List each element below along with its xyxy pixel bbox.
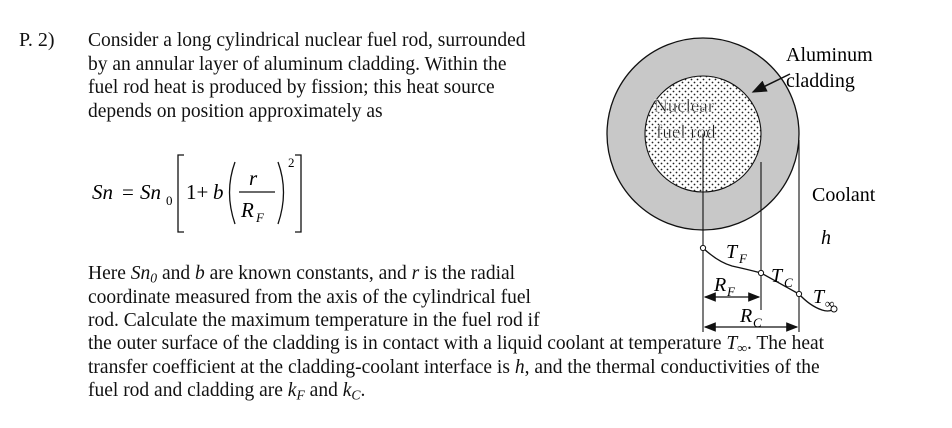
TC-point — [758, 270, 763, 275]
Tinf-label: T — [813, 286, 825, 308]
heat-source-equation — [92, 150, 322, 240]
Tinf-sub: ∞ — [825, 296, 835, 311]
RF-sub: F — [727, 284, 735, 299]
TC-label: T — [771, 265, 783, 287]
TF-point — [700, 245, 705, 250]
eq-denominator: R — [241, 198, 254, 222]
cladding-label-line-1: Aluminum — [786, 44, 873, 66]
constants-paragraph — [88, 262, 590, 333]
intro-line-1: Consider a long cylindrical nuclear fuel rod, surrounded — [88, 30, 526, 51]
intro-line-2: by an annular layer of aluminum cladding. Within the — [88, 53, 507, 75]
TF-label: T — [726, 241, 738, 263]
intro-line-4: depends on position approximately as — [88, 100, 383, 122]
eq-numerator: r — [249, 166, 258, 190]
constants-line-3: rod. Calculate the maximum temperature in the fuel rod if — [88, 310, 540, 331]
RF-label: R — [714, 274, 727, 296]
TC-sub: C — [784, 275, 793, 290]
fuel-rod-diagram — [600, 30, 940, 350]
problem-intro-paragraph — [88, 29, 590, 123]
eq-denominator-sub: F — [256, 210, 264, 225]
boundary-line-2: transfer coefficient at the cladding-coolant interface is h, and the thermal conductivities of the — [88, 356, 820, 378]
eq-exponent: 2 — [288, 155, 295, 170]
eq-coef: Sn — [140, 180, 161, 204]
constants-line-1: Here $Sn_0$ and b are known constants, and r is the radial — [88, 263, 516, 286]
heat-transfer-coefficient-label: h — [821, 227, 831, 249]
eq-b: b — [213, 180, 224, 204]
eq-equals: = — [122, 180, 134, 204]
rod-label-line-2: fuel rod — [656, 122, 716, 143]
eq-one-plus: 1+ — [186, 180, 209, 204]
problem-number: P. 2) — [19, 29, 55, 51]
rod-label-line-1: Nuclear — [654, 96, 715, 117]
intro-line-3: fuel rod heat is produced by fission; this heat source — [88, 77, 495, 98]
TF-sub: F — [739, 251, 747, 266]
cladding-surface-point — [796, 291, 801, 296]
eq-left-paren — [230, 162, 236, 224]
eq-lhs: Sn — [92, 180, 113, 204]
boundary-line-3: fuel rod and cladding are $k_F$ and $k_C$. — [88, 380, 366, 403]
RC-sub: C — [753, 315, 762, 330]
cladding-label-line-2: cladding — [786, 70, 855, 92]
boundary-line-1: the outer surface of the cladding is in contact with a liquid coolant at temperature $T_\infty$. The heat — [88, 333, 825, 356]
RC-label: R — [740, 305, 753, 327]
eq-left-bracket — [178, 155, 184, 232]
coolant-label: Coolant — [812, 184, 876, 206]
constants-line-2: coordinate measured from the axis of the cylindrical fuel — [88, 286, 531, 308]
eq-right-paren — [278, 162, 284, 224]
eq-right-bracket — [295, 155, 301, 232]
eq-coef-sub: 0 — [166, 193, 173, 208]
